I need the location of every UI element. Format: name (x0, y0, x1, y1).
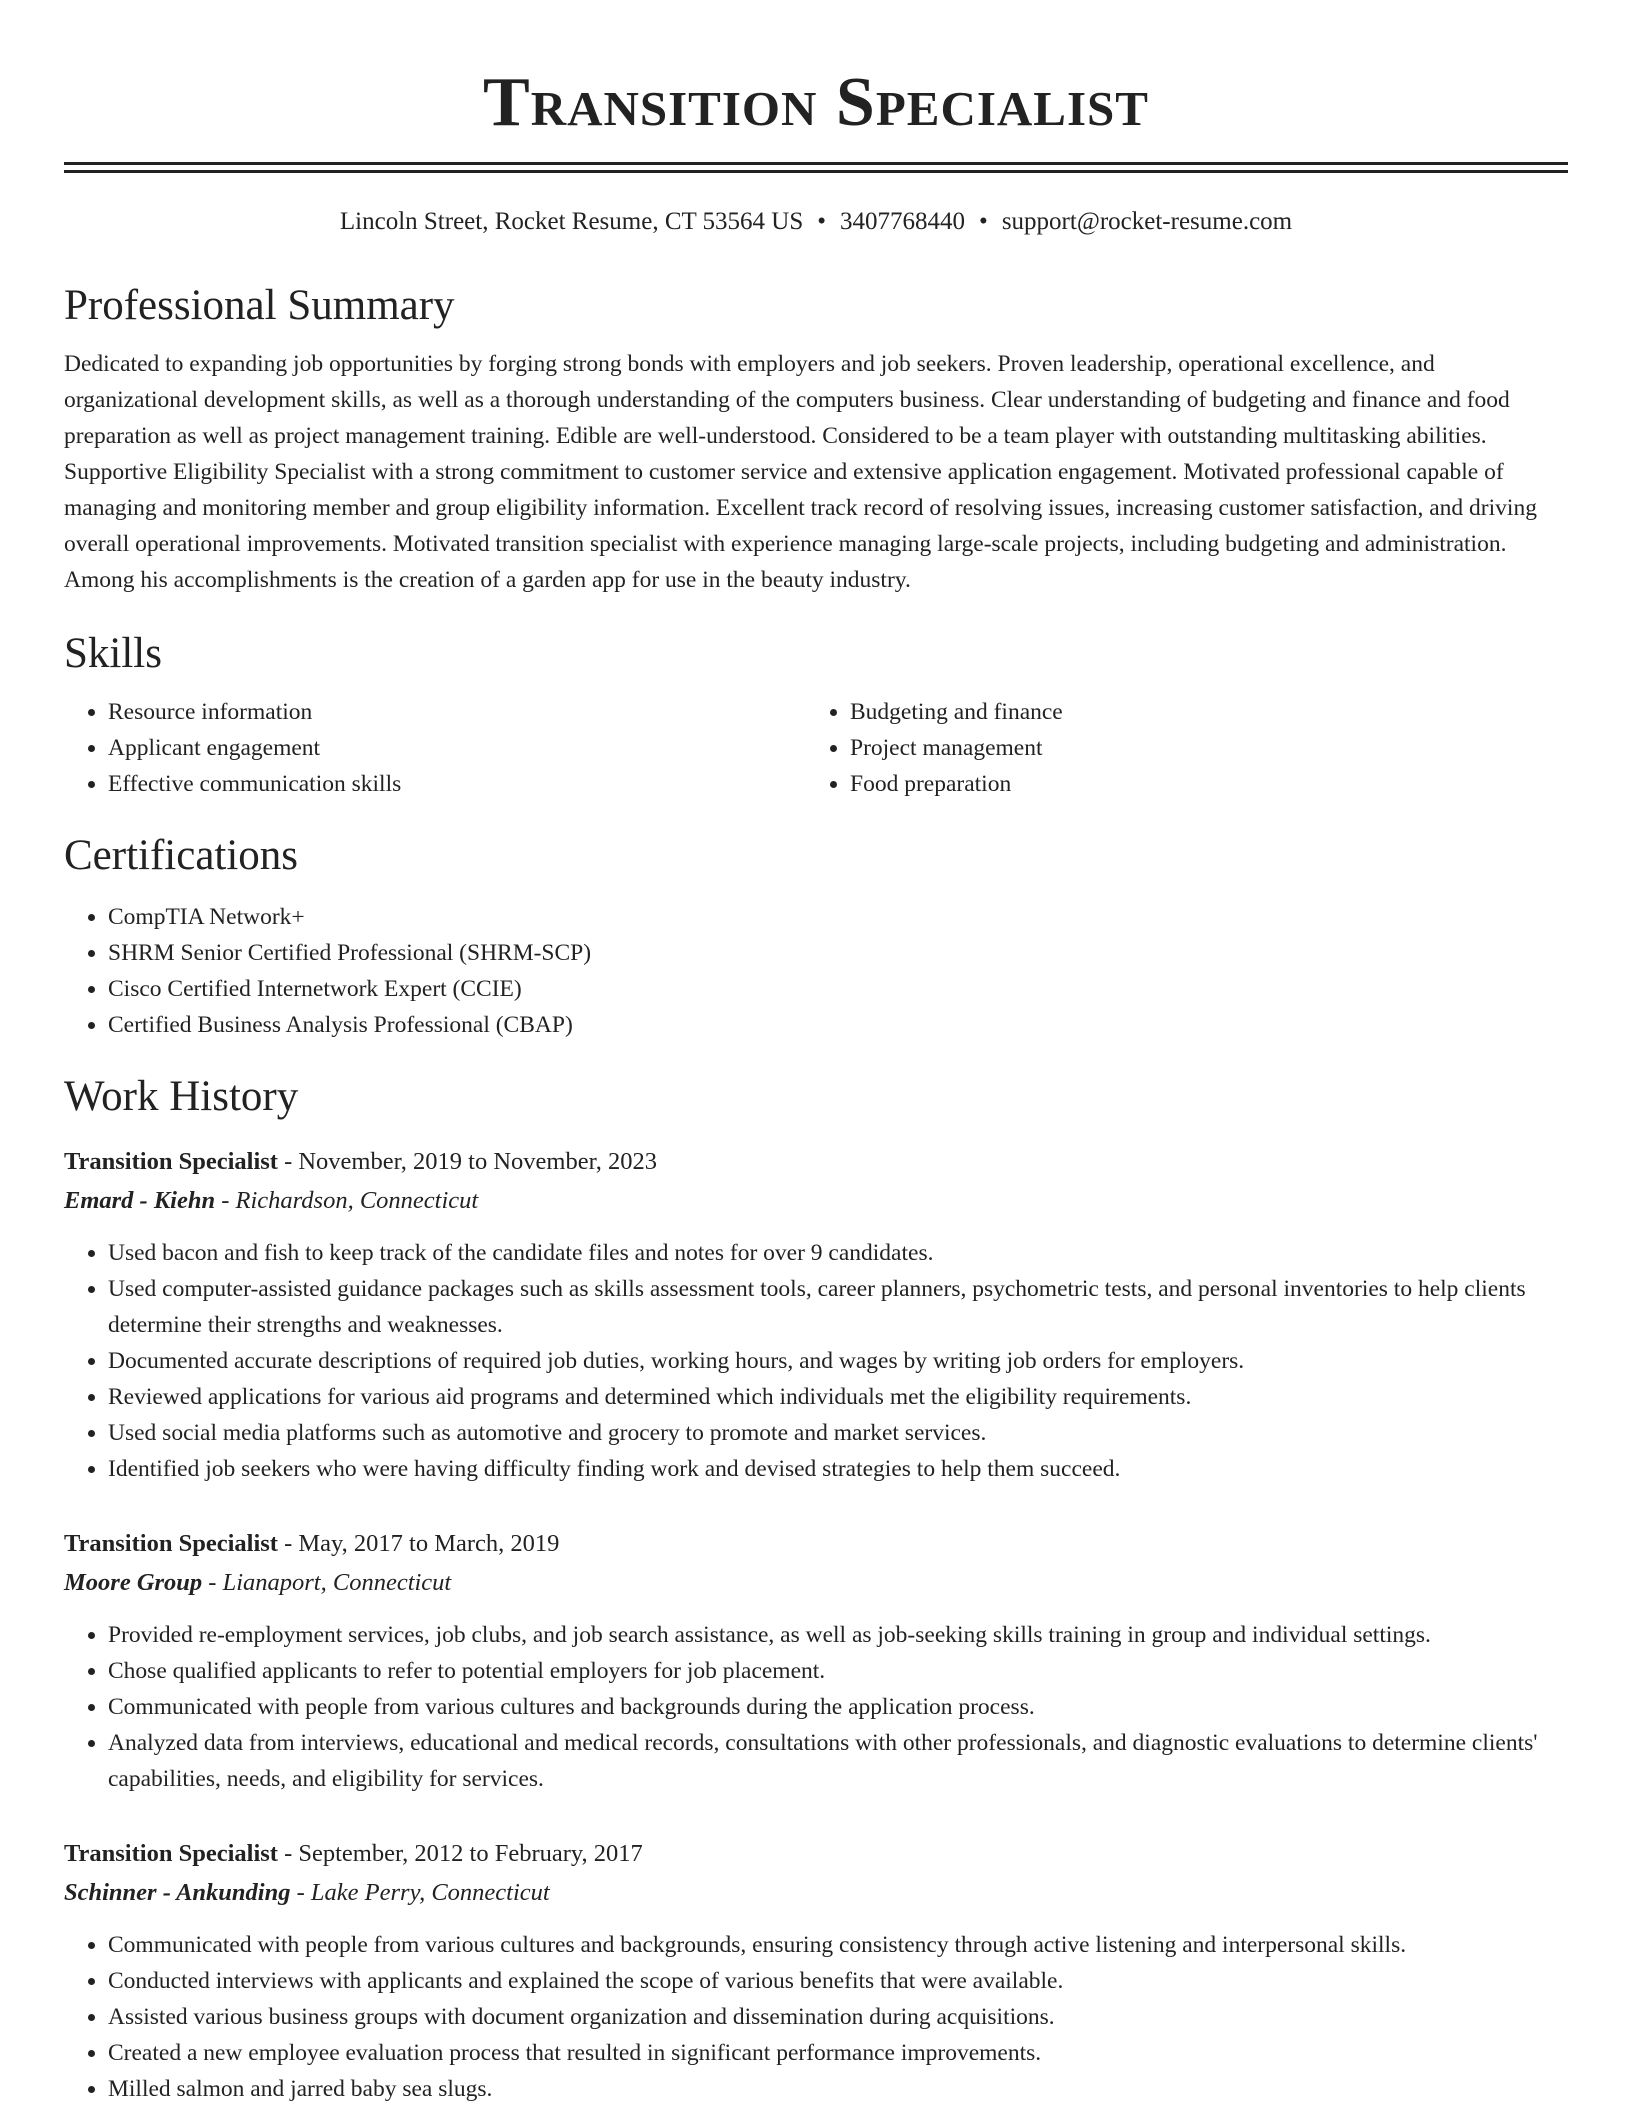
job-bullet: • Conducted interviews with applicants and explained the scope of various benefits that were available. (108, 1963, 1568, 1999)
contact-address: Lincoln Street, Rocket Resume, CT 53564 US (339, 208, 804, 235)
job-bullet: • Communicated with people from various cultures and backgrounds, ensuring consistency through active listening and interpersonal skills. (108, 1927, 1568, 1963)
job-entry (64, 1525, 1568, 1797)
job-company: Schinner - Ankunding (64, 1879, 291, 1906)
certification-item: • CompTIA Network+ (108, 899, 1568, 935)
job-bullet: • Used bacon and fish to keep track of the candidate files and notes for over 9 candidates. (108, 1235, 1568, 1271)
certifications-heading: Certifications (64, 832, 299, 879)
skills-column-right (806, 694, 1548, 802)
certification-item: • Cisco Certified Internetwork Expert (CCIE) (108, 971, 1568, 1007)
title-rule-top (64, 162, 1568, 165)
skills-section (64, 628, 1568, 802)
skill-item: • Project management (850, 730, 1548, 766)
job-bullet: • Created a new employee evaluation process that resulted in significant performance improvements. (108, 2035, 1568, 2071)
job-company-line (64, 1181, 1568, 1221)
skills-grid (64, 694, 1568, 802)
skill-item: • Budgeting and finance (850, 694, 1548, 730)
job-entry (64, 1835, 1568, 2107)
job-bullet: • Milled salmon and jarred baby sea slugs. (108, 2071, 1568, 2107)
job-dates: - November, 2019 to November, 2023 (277, 1148, 658, 1175)
job-bullet: • Used computer-assisted guidance packages such as skills assessment tools, career planners, psychometric tests, and personal inventories to help clients determine their strengths and weaknesses. (108, 1271, 1568, 1343)
certifications-section (64, 830, 1568, 1043)
job-bullets (64, 1927, 1568, 2107)
certification-item: • Certified Business Analysis Professional (CBAP) (108, 1007, 1568, 1043)
skills-column-left (64, 694, 806, 802)
title-rule-bottom (64, 170, 1568, 173)
work-history-section (64, 1071, 1568, 2107)
job-location: - Lake Perry, Connecticut (290, 1879, 550, 1906)
certifications-list (64, 899, 1568, 1043)
job-company-line (64, 1873, 1568, 1913)
summary-section (64, 280, 1568, 598)
job-title: Transition Specialist (64, 1530, 278, 1557)
skill-item: • Effective communication skills (108, 766, 806, 802)
job-title-line (64, 1143, 1568, 1181)
job-entry (64, 1143, 1568, 1487)
job-bullet: • Assisted various business groups with document organization and dissemination during acquisitions. (108, 1999, 1568, 2035)
skill-item: • Food preparation (850, 766, 1548, 802)
resume-title: Transition Specialist (483, 64, 1149, 141)
certification-item: • SHRM Senior Certified Professional (SHRM-SCP) (108, 935, 1568, 971)
job-title: Transition Specialist (64, 1840, 278, 1867)
contact-email: support@rocket-resume.com (1001, 208, 1293, 235)
job-bullet: • Used social media platforms such as automotive and grocery to promote and market services. (108, 1415, 1568, 1451)
contact-separator: • (979, 208, 988, 235)
job-company-line (64, 1563, 1568, 1603)
job-bullet: • Identified job seekers who were having difficulty finding work and devised strategies to help them succeed. (108, 1451, 1568, 1487)
resume-page (64, 0, 1568, 2107)
skill-item: • Resource information (108, 694, 806, 730)
job-bullet: • Chose qualified applicants to refer to potential employers for job placement. (108, 1653, 1568, 1689)
job-bullets (64, 1617, 1568, 1797)
job-bullet: • Reviewed applications for various aid programs and determined which individuals met the eligibility requirements. (108, 1379, 1568, 1415)
job-company: Moore Group (64, 1569, 203, 1596)
job-location: - Lianaport, Connecticut (202, 1569, 452, 1596)
job-bullets (64, 1235, 1568, 1487)
job-dates: - May, 2017 to March, 2019 (277, 1530, 560, 1557)
job-title-line (64, 1525, 1568, 1563)
summary-heading: Professional Summary (64, 282, 455, 329)
job-bullet: • Provided re-employment services, job clubs, and job search assistance, as well as job-seeking skills training in group and individual settings. (108, 1617, 1568, 1653)
job-bullet: • Analyzed data from interviews, educational and medical records, consultations with other professionals, and diagnostic evaluations to determine clients' capabilities, needs, and eligibility for services. (108, 1725, 1568, 1797)
job-dates: - September, 2012 to February, 2017 (277, 1840, 643, 1867)
contact-separator: • (817, 208, 827, 235)
job-title-line (64, 1835, 1568, 1873)
job-bullet: • Communicated with people from various cultures and backgrounds during the application process. (108, 1689, 1568, 1725)
contact-line (64, 207, 1568, 237)
job-title: Transition Specialist (64, 1148, 278, 1175)
skills-heading: Skills (64, 630, 162, 677)
job-location: - Richardson, Connecticut (215, 1187, 479, 1214)
job-bullet: • Documented accurate descriptions of required job duties, working hours, and wages by writing job orders for employers. (108, 1343, 1568, 1379)
job-company: Emard - Kiehn (64, 1187, 216, 1214)
summary-text: Dedicated to expanding job opportunities by forging strong bonds with employers and job seekers. Proven leadership, operational excellence, and organizational development skills, as well as a thorough understanding of the computers business. Clear understanding of budgeting and finance and food preparation as well as project management training. Edible are well-understood. Considered to be a team player with outstanding multitasking abilities. Supportive Eligibility Specialist with a strong commitment to customer service and extensive application engagement. Motivated professional capable of managing and monitoring member and group eligibility information. Excellent track record of resolving issues, increasing customer satisfaction, and driving overall operational improvements. Motivated transition specialist with experience managing large-scale projects, including budgeting and administration. Among his accomplishments is the creation of a garden app for use in the beauty industry. (64, 351, 1537, 593)
contact-phone: 3407768440 (840, 208, 966, 235)
skill-item: • Applicant engagement (108, 730, 806, 766)
work-history-heading: Work History (64, 1073, 299, 1120)
